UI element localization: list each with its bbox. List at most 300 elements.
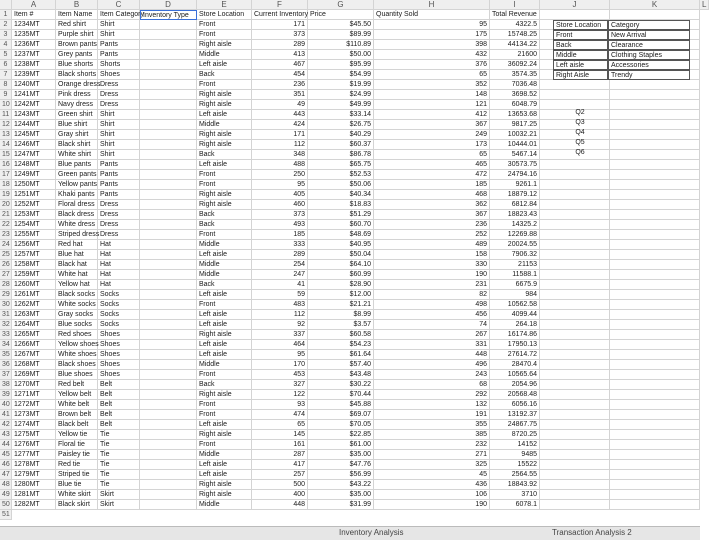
table-cell[interactable]: Blue tie <box>56 480 98 490</box>
table-cell[interactable]: Black shorts <box>58 71 97 78</box>
table-cell[interactable]: $49.99 <box>308 100 374 110</box>
table-cell[interactable]: 1235MT <box>12 30 56 40</box>
table-cell[interactable]: Socks <box>98 290 140 300</box>
table-cell[interactable]: $69.07 <box>308 410 374 420</box>
table-cell[interactable]: Shoes <box>98 340 140 350</box>
table-cell[interactable]: Dress <box>98 220 140 230</box>
table-cell[interactable]: Left aisle <box>197 310 252 320</box>
table-cell[interactable]: White skirt <box>56 490 98 500</box>
cell[interactable] <box>610 170 700 180</box>
table-cell[interactable]: 41 <box>252 280 308 290</box>
table-cell[interactable]: 1263MT <box>12 310 56 320</box>
row-header[interactable]: 11 <box>0 110 12 120</box>
table-cell[interactable]: 1271MT <box>12 390 56 400</box>
row-header[interactable]: 17 <box>0 170 12 180</box>
table-cell[interactable]: Back <box>197 280 252 290</box>
cell[interactable] <box>140 150 197 160</box>
table-cell[interactable]: 413 <box>252 50 308 60</box>
table-cell[interactable]: 18823.43 <box>490 210 540 220</box>
table-cell[interactable]: 1260MT <box>12 280 56 290</box>
table-cell[interactable]: 337 <box>252 330 308 340</box>
table-cell[interactable]: $51.29 <box>308 210 374 220</box>
cell[interactable] <box>140 230 197 240</box>
table-cell[interactable]: Pants <box>98 160 140 170</box>
cell[interactable] <box>140 180 197 190</box>
table-cell[interactable]: 49 <box>252 100 308 110</box>
table-cell[interactable]: 13192.37 <box>490 410 540 420</box>
table-cell[interactable]: Shirt <box>98 20 140 30</box>
table-cell[interactable]: Gray shirt <box>56 130 98 140</box>
table-cell[interactable]: Right aisle <box>197 430 252 440</box>
table-cell[interactable]: Tie <box>98 430 140 440</box>
table-cell[interactable]: $50.04 <box>308 250 374 260</box>
row-header[interactable]: 21 <box>0 210 12 220</box>
cell[interactable] <box>540 390 610 400</box>
table-cell[interactable]: 1249MT <box>12 170 56 180</box>
cell[interactable] <box>610 190 700 200</box>
table-cell[interactable]: Hat <box>98 240 140 250</box>
table-cell[interactable]: 264.18 <box>490 320 540 330</box>
table-cell[interactable]: Red shoes <box>56 330 98 340</box>
table-cell[interactable]: 27614.72 <box>490 350 540 360</box>
table-cell[interactable]: 1282MT <box>12 500 56 510</box>
row-header[interactable]: 25 <box>0 250 12 260</box>
table-cell[interactable]: 483 <box>252 300 308 310</box>
table-cell[interactable]: Red hat <box>56 240 98 250</box>
table-cell[interactable]: $12.00 <box>308 290 374 300</box>
table-cell[interactable]: 21600 <box>490 50 540 60</box>
table-cell[interactable]: 95 <box>374 20 490 30</box>
cell[interactable] <box>140 390 197 400</box>
table-header-cell[interactable]: Price <box>308 10 374 20</box>
table-cell[interactable]: Dress <box>98 200 140 210</box>
table-cell[interactable]: Left aisle <box>197 320 252 330</box>
category-item[interactable]: Clothing Staples <box>608 50 690 60</box>
table-cell[interactable]: $40.95 <box>308 240 374 250</box>
table-cell[interactable]: $57.40 <box>308 360 374 370</box>
table-cell[interactable]: 121 <box>374 100 490 110</box>
table-cell[interactable]: 2564.55 <box>490 470 540 480</box>
table-cell[interactable]: $3.57 <box>308 320 374 330</box>
table-cell[interactable]: $61.00 <box>308 440 374 450</box>
table-cell[interactable]: 8720.25 <box>490 430 540 440</box>
cell[interactable] <box>140 320 197 330</box>
table-cell[interactable]: Back <box>197 220 252 230</box>
row-header[interactable]: 9 <box>0 90 12 100</box>
row-header[interactable]: 24 <box>0 240 12 250</box>
row-header[interactable]: 28 <box>0 280 12 290</box>
cell[interactable] <box>540 220 610 230</box>
table-cell[interactable]: $60.99 <box>308 270 374 280</box>
table-cell[interactable]: 351 <box>252 90 308 100</box>
row-header[interactable]: 43 <box>0 430 12 440</box>
cell[interactable] <box>610 360 700 370</box>
table-cell[interactable]: 352 <box>374 80 490 90</box>
table-cell[interactable]: 465 <box>374 160 490 170</box>
table-cell[interactable]: 1266MT <box>12 340 56 350</box>
cell[interactable] <box>610 10 700 20</box>
table-cell[interactable]: $47.76 <box>308 460 374 470</box>
cell[interactable] <box>610 80 700 90</box>
table-cell[interactable]: 373 <box>252 30 308 40</box>
cell[interactable] <box>540 400 610 410</box>
table-cell[interactable]: Front <box>197 440 252 450</box>
cell[interactable] <box>140 450 197 460</box>
row-header[interactable]: 15 <box>0 150 12 160</box>
cell[interactable] <box>540 370 610 380</box>
column-header-k[interactable]: K <box>610 0 700 10</box>
table-cell[interactable]: 231 <box>374 280 490 290</box>
cell[interactable] <box>540 360 610 370</box>
table-cell[interactable]: $95.99 <box>308 60 374 70</box>
table-cell[interactable]: Yellow pants <box>58 181 98 188</box>
cell[interactable] <box>540 470 610 480</box>
cell[interactable] <box>610 450 700 460</box>
table-cell[interactable]: 15522 <box>490 460 540 470</box>
table-cell[interactable]: Black dress <box>56 210 98 220</box>
row-header[interactable]: 47 <box>0 470 12 480</box>
row-header[interactable]: 20 <box>0 200 12 210</box>
row-header[interactable]: 22 <box>0 220 12 230</box>
cell[interactable] <box>140 220 197 230</box>
table-cell[interactable]: 14152 <box>490 440 540 450</box>
table-cell[interactable]: Blue shorts <box>56 60 98 70</box>
cell[interactable] <box>540 10 610 20</box>
table-cell[interactable]: 4322.5 <box>490 20 540 30</box>
table-cell[interactable]: 11588.1 <box>490 270 540 280</box>
table-cell[interactable]: Grey pants <box>56 50 98 60</box>
table-cell[interactable]: Belt <box>98 410 140 420</box>
column-header-i[interactable]: I <box>490 0 540 10</box>
cell[interactable] <box>540 440 610 450</box>
table-cell[interactable]: 271 <box>374 450 490 460</box>
table-cell[interactable]: White socks <box>56 300 98 310</box>
table-cell[interactable]: 7906.32 <box>490 250 540 260</box>
table-cell[interactable]: 185 <box>374 180 490 190</box>
cell[interactable] <box>540 170 610 180</box>
table-cell[interactable]: 1274MT <box>12 420 56 430</box>
table-cell[interactable]: Striped tie <box>56 470 98 480</box>
table-cell[interactable]: Middle <box>197 270 252 280</box>
cell[interactable] <box>140 170 197 180</box>
cell[interactable] <box>610 210 700 220</box>
table-cell[interactable]: $30.22 <box>308 380 374 390</box>
table-cell[interactable]: Pink dress <box>56 90 98 100</box>
table-cell[interactable]: Front <box>197 80 252 90</box>
tab-transaction-analysis-2[interactable]: Transaction Analysis 2 <box>552 528 632 537</box>
table-cell[interactable]: 232 <box>374 440 490 450</box>
table-cell[interactable]: 7036.48 <box>490 80 540 90</box>
cell[interactable] <box>540 310 610 320</box>
table-cell[interactable]: Middle <box>197 450 252 460</box>
table-cell[interactable]: 443 <box>252 110 308 120</box>
table-cell[interactable]: Left aisle <box>197 340 252 350</box>
table-header-cell[interactable]: Item Category <box>100 11 144 18</box>
cell[interactable] <box>540 80 610 90</box>
table-cell[interactable]: 82 <box>374 290 490 300</box>
cell[interactable] <box>140 370 197 380</box>
table-cell[interactable]: 1252MT <box>12 200 56 210</box>
cell[interactable] <box>140 20 197 30</box>
table-cell[interactable]: 148 <box>374 90 490 100</box>
table-cell[interactable]: Dress <box>98 230 140 240</box>
table-cell[interactable]: Dress <box>98 100 140 110</box>
cell[interactable] <box>140 250 197 260</box>
table-cell[interactable]: Blue socks <box>56 320 98 330</box>
table-cell[interactable]: Red belt <box>56 380 98 390</box>
table-cell[interactable]: Hat <box>98 270 140 280</box>
cell[interactable] <box>540 210 610 220</box>
row-header[interactable]: 16 <box>0 160 12 170</box>
cell[interactable] <box>140 340 197 350</box>
table-cell[interactable]: Middle <box>197 240 252 250</box>
table-cell[interactable]: $60.58 <box>308 330 374 340</box>
table-cell[interactable]: 1275MT <box>12 430 56 440</box>
table-cell[interactable]: $54.99 <box>308 70 374 80</box>
table-cell[interactable]: Red tie <box>56 460 98 470</box>
store-location-item[interactable]: Back <box>553 40 608 50</box>
table-cell[interactable]: Right aisle <box>197 390 252 400</box>
table-cell[interactable]: Black belt <box>56 420 98 430</box>
table-cell[interactable]: 1251MT <box>12 190 56 200</box>
table-cell[interactable]: Shirt <box>98 140 140 150</box>
table-cell[interactable]: 173 <box>374 140 490 150</box>
table-cell[interactable]: $60.70 <box>308 220 374 230</box>
column-header-l[interactable]: L <box>700 0 709 10</box>
cell[interactable] <box>610 90 700 100</box>
cell[interactable] <box>540 500 610 510</box>
table-cell[interactable]: $50.06 <box>308 180 374 190</box>
table-cell[interactable]: 432 <box>374 50 490 60</box>
table-cell[interactable]: 289 <box>252 40 308 50</box>
cell[interactable] <box>140 480 197 490</box>
table-cell[interactable]: Shoes <box>98 330 140 340</box>
table-cell[interactable]: 1262MT <box>12 300 56 310</box>
cell[interactable] <box>140 130 197 140</box>
table-cell[interactable]: 367 <box>374 120 490 130</box>
table-cell[interactable]: Belt <box>98 420 140 430</box>
table-cell[interactable]: Socks <box>98 310 140 320</box>
table-cell[interactable]: Pants <box>98 170 140 180</box>
table-cell[interactable]: Shirt <box>98 110 140 120</box>
cell[interactable] <box>610 470 700 480</box>
table-cell[interactable]: 267 <box>374 330 490 340</box>
cell[interactable] <box>140 110 197 120</box>
cell[interactable] <box>610 300 700 310</box>
table-cell[interactable]: White dress <box>56 220 98 230</box>
table-cell[interactable]: 252 <box>374 230 490 240</box>
column-header-e[interactable]: E <box>197 0 252 10</box>
table-cell[interactable]: Pants <box>98 180 140 190</box>
cell[interactable] <box>140 330 197 340</box>
cell[interactable] <box>610 370 700 380</box>
row-header[interactable]: 41 <box>0 410 12 420</box>
cell[interactable] <box>140 470 197 480</box>
table-cell[interactable]: $70.05 <box>308 420 374 430</box>
table-cell[interactable]: 59 <box>252 290 308 300</box>
cell[interactable] <box>610 220 700 230</box>
cell[interactable] <box>540 460 610 470</box>
cell[interactable] <box>610 490 700 500</box>
category-item[interactable]: Clearance <box>608 40 690 50</box>
table-cell[interactable]: $89.99 <box>308 30 374 40</box>
table-cell[interactable]: $22.85 <box>308 430 374 440</box>
table-cell[interactable]: $40.34 <box>308 190 374 200</box>
table-cell[interactable]: 417 <box>252 460 308 470</box>
table-cell[interactable]: 1276MT <box>12 440 56 450</box>
row-header[interactable]: 44 <box>0 440 12 450</box>
table-cell[interactable]: 1234MT <box>12 20 56 30</box>
table-cell[interactable]: Gray socks <box>56 310 98 320</box>
table-cell[interactable]: Tie <box>98 440 140 450</box>
table-cell[interactable]: 405 <box>252 190 308 200</box>
cell[interactable] <box>540 160 610 170</box>
table-cell[interactable]: $45.50 <box>308 20 374 30</box>
table-cell[interactable]: 1255MT <box>12 230 56 240</box>
table-cell[interactable]: 488 <box>252 160 308 170</box>
table-cell[interactable]: 3710 <box>490 490 540 500</box>
table-cell[interactable]: Floral dress <box>56 200 98 210</box>
table-cell[interactable]: 373 <box>252 210 308 220</box>
table-cell[interactable]: 489 <box>374 240 490 250</box>
table-cell[interactable]: Hat <box>98 280 140 290</box>
cell[interactable] <box>610 340 700 350</box>
table-cell[interactable]: 355 <box>374 420 490 430</box>
table-cell[interactable]: Left aisle <box>197 290 252 300</box>
table-cell[interactable]: 14325.2 <box>490 220 540 230</box>
table-cell[interactable]: 412 <box>374 110 490 120</box>
row-header[interactable]: 5 <box>0 50 12 60</box>
table-cell[interactable]: 1242MT <box>12 100 56 110</box>
cell[interactable] <box>610 270 700 280</box>
table-header-cell[interactable]: Item Name <box>56 10 98 20</box>
table-cell[interactable]: Black shoes <box>56 360 98 370</box>
cell[interactable] <box>540 330 610 340</box>
table-cell[interactable]: White shoes <box>58 351 97 358</box>
table-cell[interactable]: Shoes <box>98 70 140 80</box>
table-cell[interactable]: Shoes <box>98 350 140 360</box>
cell[interactable] <box>140 90 197 100</box>
table-cell[interactable]: 362 <box>374 200 490 210</box>
row-header[interactable]: 40 <box>0 400 12 410</box>
column-header-j[interactable]: J <box>540 0 610 10</box>
table-cell[interactable]: 171 <box>252 20 308 30</box>
table-cell[interactable]: Blue shoes <box>56 370 98 380</box>
table-cell[interactable]: Blue shirt <box>56 120 98 130</box>
table-cell[interactable]: 456 <box>374 310 490 320</box>
column-header-c[interactable]: C <box>98 0 140 10</box>
table-cell[interactable]: Orange dress <box>58 81 101 88</box>
row-header[interactable]: 3 <box>0 30 12 40</box>
table-cell[interactable]: Middle <box>197 120 252 130</box>
cell[interactable] <box>610 110 700 120</box>
table-cell[interactable]: 1236MT <box>12 40 56 50</box>
table-cell[interactable]: 1267MT <box>12 350 56 360</box>
table-cell[interactable]: 20024.55 <box>490 240 540 250</box>
table-cell[interactable]: 464 <box>252 340 308 350</box>
table-cell[interactable]: 1257MT <box>12 250 56 260</box>
table-cell[interactable]: Front <box>197 300 252 310</box>
table-cell[interactable]: $56.99 <box>308 470 374 480</box>
table-cell[interactable]: 249 <box>374 130 490 140</box>
table-cell[interactable]: 3574.35 <box>490 70 540 80</box>
cell[interactable] <box>140 40 197 50</box>
table-cell[interactable]: 243 <box>374 370 490 380</box>
table-cell[interactable]: 467 <box>252 60 308 70</box>
table-cell[interactable]: 95 <box>252 180 308 190</box>
row-header[interactable]: 37 <box>0 370 12 380</box>
table-cell[interactable]: Shirt <box>98 150 140 160</box>
category-header[interactable]: Category <box>608 20 690 30</box>
cell[interactable] <box>540 410 610 420</box>
table-cell[interactable]: Front <box>197 170 252 180</box>
table-cell[interactable]: 367 <box>374 210 490 220</box>
table-cell[interactable]: 158 <box>374 250 490 260</box>
table-cell[interactable]: 1269MT <box>12 370 56 380</box>
table-cell[interactable]: Front <box>197 230 252 240</box>
row-header[interactable]: 46 <box>0 460 12 470</box>
cell[interactable] <box>540 420 610 430</box>
table-cell[interactable]: Belt <box>98 400 140 410</box>
cell[interactable] <box>140 300 197 310</box>
table-cell[interactable]: Tie <box>98 460 140 470</box>
table-cell[interactable]: $54.23 <box>308 340 374 350</box>
table-cell[interactable]: 9485 <box>490 450 540 460</box>
table-cell[interactable]: 498 <box>374 300 490 310</box>
table-cell[interactable]: 236 <box>252 80 308 90</box>
table-cell[interactable]: 1246MT <box>12 140 56 150</box>
table-cell[interactable]: 6078.1 <box>490 500 540 510</box>
cell[interactable] <box>610 390 700 400</box>
row-header[interactable]: 18 <box>0 180 12 190</box>
table-cell[interactable]: Belt <box>98 390 140 400</box>
category-item[interactable]: Trendy <box>608 70 690 80</box>
select-all-corner[interactable] <box>0 0 12 10</box>
cell[interactable] <box>540 340 610 350</box>
cell[interactable] <box>540 380 610 390</box>
cell[interactable] <box>140 200 197 210</box>
table-cell[interactable]: Yellow tie <box>56 430 98 440</box>
table-cell[interactable]: 1280MT <box>12 480 56 490</box>
table-cell[interactable]: Black shirt <box>56 140 98 150</box>
table-cell[interactable]: Purple shirt <box>56 30 98 40</box>
table-cell[interactable]: 171 <box>252 130 308 140</box>
table-cell[interactable]: Black hat <box>56 260 98 270</box>
table-cell[interactable]: 10444.01 <box>490 140 540 150</box>
table-cell[interactable]: Front <box>197 30 252 40</box>
table-cell[interactable]: 24867.75 <box>490 420 540 430</box>
cell[interactable] <box>610 130 700 140</box>
table-cell[interactable]: 376 <box>374 60 490 70</box>
table-cell[interactable]: 9261.1 <box>490 180 540 190</box>
table-cell[interactable]: 10562.58 <box>490 300 540 310</box>
table-cell[interactable]: 1264MT <box>12 320 56 330</box>
table-cell[interactable]: $8.99 <box>308 310 374 320</box>
store-location-header[interactable]: Store Location <box>553 20 608 30</box>
table-cell[interactable]: White belt <box>56 400 98 410</box>
table-cell[interactable]: 1270MT <box>12 380 56 390</box>
table-cell[interactable]: Right aisle <box>197 130 252 140</box>
cell[interactable] <box>140 70 197 80</box>
table-cell[interactable]: 112 <box>252 140 308 150</box>
table-cell[interactable]: 1277MT <box>12 450 56 460</box>
table-cell[interactable]: 454 <box>252 70 308 80</box>
table-cell[interactable]: 292 <box>374 390 490 400</box>
table-cell[interactable]: 247 <box>252 270 308 280</box>
table-cell[interactable]: $48.69 <box>308 230 374 240</box>
table-cell[interactable]: 1239MT <box>12 70 56 80</box>
cell[interactable] <box>140 280 197 290</box>
